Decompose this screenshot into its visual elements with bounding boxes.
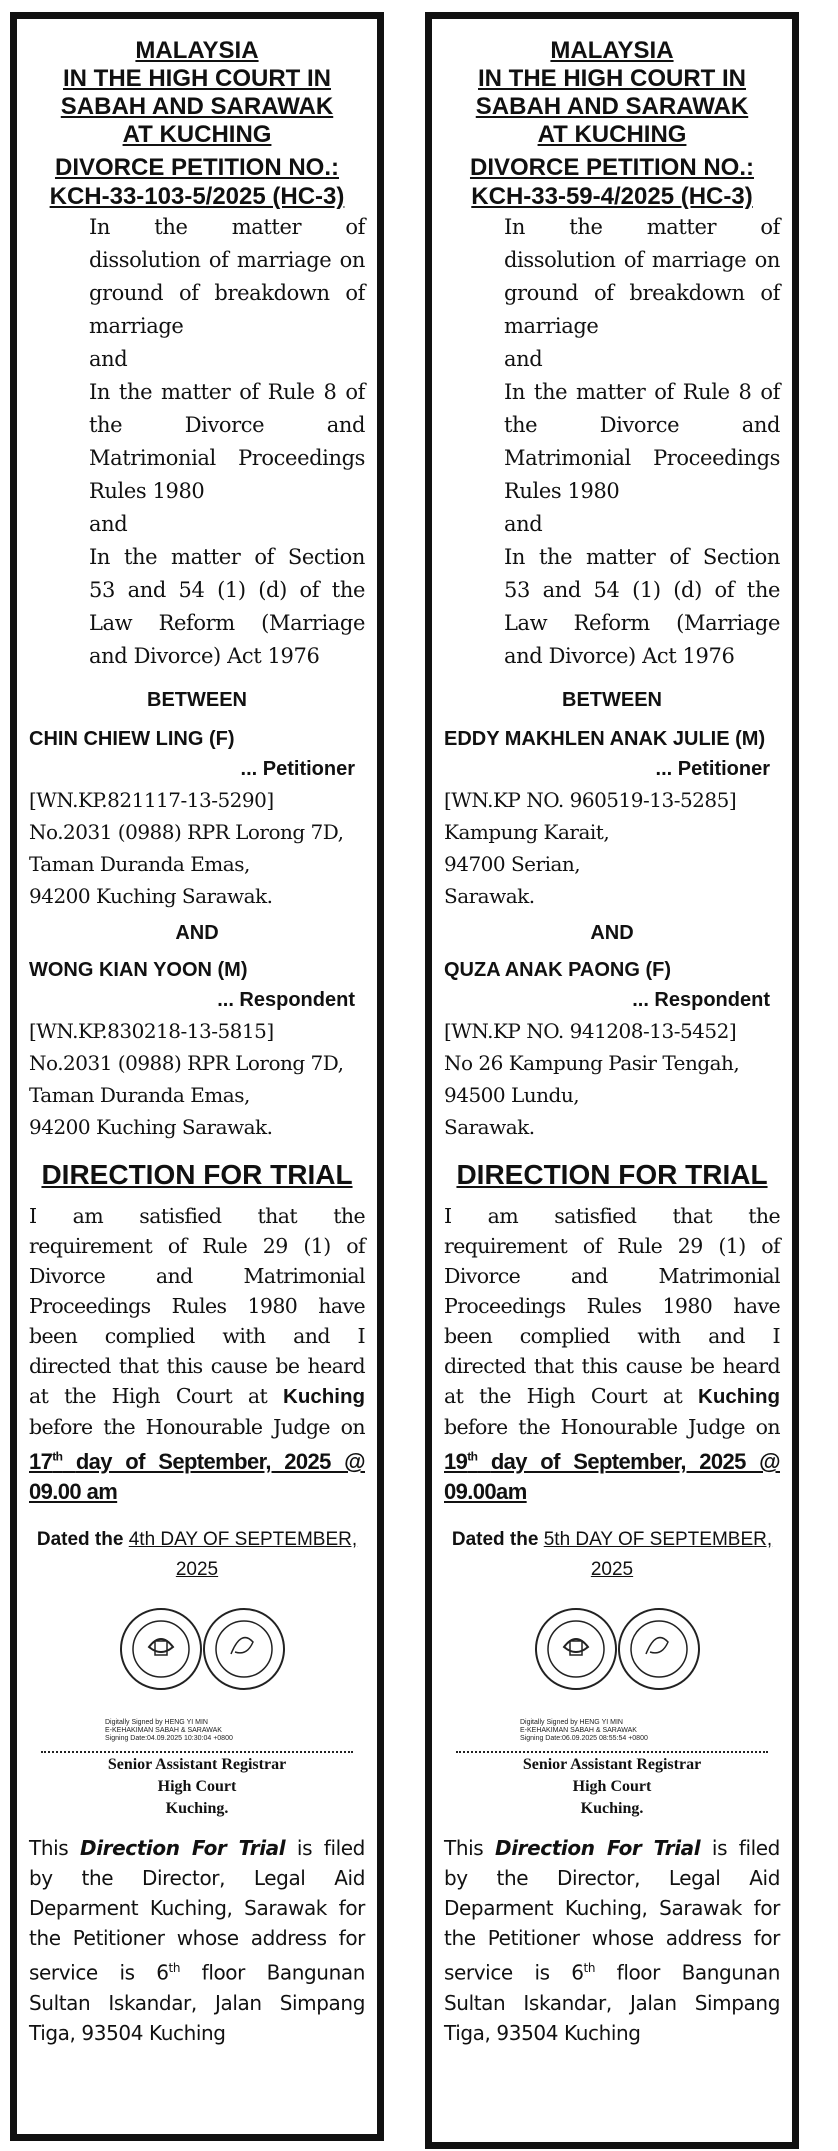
respondent-name: WONG KIAN YOON (M) [29, 959, 248, 981]
filed-by-text: This Direction For Trial is filed by the Director, Legal Aid Deparment Kuching, Sarawak for the Petitioner whose address for service is 6th floor Bangunan Sultan Iskandar, Jalan Simpang Tiga, 93504 Kuching [29, 1836, 365, 2045]
matter-line: In the matter of dissolution of marriage on ground of breakdown of marriage [504, 215, 780, 338]
address-line: Taman Duranda Emas, [29, 1083, 250, 1107]
signature-line [456, 1751, 768, 1753]
digital-signature-lines [520, 1719, 780, 1743]
matter-line: In the matter of Rule 8 of the Divorce and Matrimonial Proceedings Rules 1980 [504, 380, 780, 503]
court-line-2: SABAH AND SARAWAK [475, 93, 749, 120]
address-line: 94700 Serian, [444, 852, 581, 876]
filed-by-text: This Direction For Trial is filed by the Director, Legal Aid Deparment Kuching, Sarawak for the Petitioner whose address for service is 6th floor Bangunan Sultan Iskandar, Jalan Simpang Tiga, 93504 Kuching [444, 1836, 780, 2045]
matter-line: and [89, 347, 128, 371]
court-line-2: SABAH AND SARAWAK [60, 93, 334, 120]
address-line: No.2031 (0988) RPR Lorong 7D, [29, 820, 344, 844]
registrar-location: Kuching. [165, 1800, 229, 1818]
signature-line-text: Signing Date:06.09.2025 08:55:54 +0800 [520, 1735, 648, 1743]
seal-stamps-icon [534, 1599, 704, 1699]
petition-number: KCH-33-103-5/2025 (HC-3) [49, 183, 345, 210]
court-line-1: IN THE HIGH COURT IN [63, 65, 331, 92]
registrar-title: Senior Assistant Registrar [107, 1756, 287, 1774]
direction-title: DIRECTION FOR TRIAL [41, 1159, 353, 1190]
venue: Kuching [283, 1385, 366, 1408]
address-line: [WN.KP.830218-13-5815] [29, 1019, 274, 1043]
respondent-role: ... Respondent [632, 989, 770, 1011]
and-label: AND [175, 922, 219, 944]
petition-number: KCH-33-59-4/2025 (HC-3) [471, 183, 753, 210]
matter-line: and [504, 347, 543, 371]
address-line: Kampung Karait, [444, 820, 610, 844]
signature-line-text: Digitally Signed by HENG YI MIN [520, 1719, 623, 1727]
matter-block [504, 211, 780, 673]
trial-date: 17th day of September, 2025 @ 09.00 am [29, 1449, 365, 1505]
matter-line: In the matter of Rule 8 of the Divorce and Matrimonial Proceedings Rules 1980 [89, 380, 365, 503]
respondent-address [29, 1015, 365, 1143]
country-heading: MALAYSIA [550, 37, 674, 64]
petitioner-name: EDDY MAKHLEN ANAK JULIE (M) [444, 728, 766, 750]
petitioner-address [29, 784, 365, 912]
country-heading: MALAYSIA [135, 37, 259, 64]
digital-signature-lines [105, 1719, 365, 1743]
direction-text: I am satisfied that the requirement of Rule 29 (1) of Divorce and Matrimonial Proceedings Rules 1980 have been complied with and I directed that this cause be heard at the High Court at Kuching before the Honourable Judge on 17th day of September, 2025 @ 09.00 am [29, 1204, 366, 1505]
direction-title: DIRECTION FOR TRIAL [456, 1159, 768, 1190]
address-line: Sarawak. [444, 1115, 535, 1139]
address-line: No 26 Kampung Pasir Tengah, [444, 1051, 740, 1075]
between-label: BETWEEN [147, 689, 247, 711]
matter-line: In the matter of dissolution of marriage on ground of breakdown of marriage [89, 215, 365, 338]
petitioner-role: ... Petitioner [655, 758, 770, 780]
notice-left [10, 12, 384, 2141]
seal-stamps-icon [119, 1599, 289, 1699]
court-line-3: AT KUCHING [537, 121, 687, 148]
petition-label: DIVORCE PETITION NO.: [54, 154, 339, 181]
address-line: 94500 Lundu, [444, 1083, 580, 1107]
signature-line-text: E-KEHAKIMAN SABAH & SARAWAK [105, 1727, 222, 1735]
matter-line: and [89, 512, 128, 536]
matter-line: In the matter of Section 53 and 54 (1) (d) of the Law Reform (Marriage and Divorce) Act 1976 [504, 545, 780, 668]
matter-line: In the matter of Section 53 and 54 (1) (d) of the Law Reform (Marriage and Divorce) Act 1976 [89, 545, 365, 668]
address-line: Sarawak. [444, 884, 535, 908]
respondent-role: ... Respondent [217, 989, 355, 1011]
address-line: [WN.KP NO. 960519-13-5285] [444, 788, 737, 812]
petitioner-address [444, 784, 780, 912]
court-line-1: IN THE HIGH COURT IN [478, 65, 746, 92]
registrar-location: Kuching. [580, 1800, 644, 1818]
respondent-address [444, 1015, 780, 1143]
address-line: [WN.KP NO. 941208-13-5452] [444, 1019, 737, 1043]
registrar-title: Senior Assistant Registrar [522, 1756, 702, 1774]
signature-line-text: Digitally Signed by HENG YI MIN [105, 1719, 208, 1727]
signature-line-text: E-KEHAKIMAN SABAH & SARAWAK [520, 1727, 637, 1735]
address-line: No.2031 (0988) RPR Lorong 7D, [29, 1051, 344, 1075]
between-label: BETWEEN [562, 689, 662, 711]
registrar-court: High Court [157, 1778, 237, 1796]
notice-right [425, 12, 799, 2149]
court-line-3: AT KUCHING [122, 121, 272, 148]
address-line: [WN.KP.821117-13-5290] [29, 788, 274, 812]
dated-line: Dated the 5th DAY OF SEPTEMBER, 2025 [451, 1529, 773, 1581]
respondent-name: QUZA ANAK PAONG (F) [444, 959, 672, 981]
court-seals [444, 1599, 780, 1719]
address-line: 94200 Kuching Sarawak. [29, 884, 273, 908]
and-label: AND [590, 922, 634, 944]
registrar-court: High Court [572, 1778, 652, 1796]
address-line: Taman Duranda Emas, [29, 852, 250, 876]
venue: Kuching [698, 1385, 781, 1408]
matter-line: and [504, 512, 543, 536]
court-seals [29, 1599, 365, 1719]
matter-block [89, 211, 365, 673]
trial-date: 19th day of September, 2025 @ 09.00am [444, 1449, 780, 1505]
dated-line: Dated the 4th DAY OF SEPTEMBER, 2025 [36, 1529, 358, 1581]
signature-line-text: Signing Date:04.09.2025 10:30:04 +0800 [105, 1735, 233, 1743]
direction-text: I am satisfied that the requirement of Rule 29 (1) of Divorce and Matrimonial Proceedings Rules 1980 have been complied with and I directed that this cause be heard at the High Court at Kuching before the Honourable Judge on 19th day of September, 2025 @ 09.00am [444, 1204, 781, 1505]
petitioner-role: ... Petitioner [240, 758, 355, 780]
petition-label: DIVORCE PETITION NO.: [469, 154, 754, 181]
address-line: 94200 Kuching Sarawak. [29, 1115, 273, 1139]
signature-line [41, 1751, 353, 1753]
petitioner-name: CHIN CHIEW LING (F) [29, 728, 235, 750]
